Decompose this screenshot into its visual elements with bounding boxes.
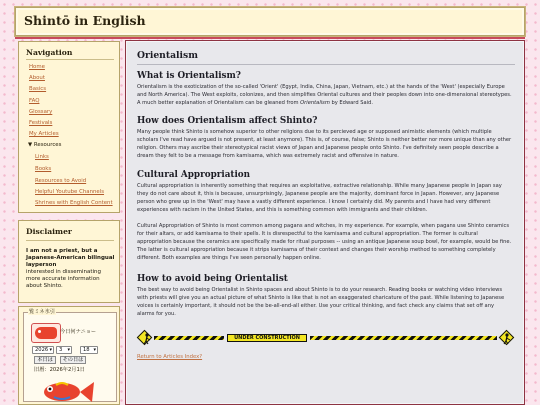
nav-group-resources[interactable] [28, 142, 61, 148]
nav-link-my-articles[interactable]: My Articles [29, 131, 59, 137]
nav-link-resources-to-avoid[interactable]: Resources to Avoid [35, 178, 87, 184]
navigation-divider [26, 59, 114, 60]
page-title: Orientalism [137, 50, 198, 61]
calendar-caption: 今日何ナニョー [60, 329, 97, 335]
heading-how-to-avoid: How to avoid being Orientalist [137, 274, 288, 284]
nav-link-books[interactable]: Books [35, 166, 52, 172]
return-to-articles-link[interactable]: Return to Articles Index? [137, 354, 203, 360]
site-header [15, 7, 525, 36]
title-divider [137, 64, 515, 65]
fish-eye-icon [38, 330, 41, 333]
hazard-stripes-left [154, 336, 224, 340]
fish-stamp-icon [31, 323, 61, 343]
book-title: Orientalism [300, 100, 330, 107]
header-divider [15, 37, 525, 39]
hazard-stripes-right [310, 336, 497, 340]
heading-what-is-orientalism: What is Orientalism? [137, 71, 241, 81]
main-content [125, 40, 525, 405]
nav-link-home[interactable]: Home [29, 64, 45, 70]
under-construction-banner [137, 331, 515, 345]
calendar-panel [18, 306, 120, 405]
construction-worker-icon [500, 332, 514, 345]
nav-link-links[interactable]: Links [35, 154, 49, 160]
nav-link-basics[interactable]: Basics [29, 86, 47, 92]
paragraph-appropriation-examples: Cultural Appropriation of Shinto is most common among pagans and witches, in my experience. For example, when pagans use Shinto ceramics for their altars, or add kamisama to their spells. It is disrespectful to the kamisama and cultural appropriation. The former is cultural appropriation because the ceramics are specifically made for ritual purposes -- using an antique Japanese soup bowl, for example, would be fine. The latter is cultural appropriation because it strips kamisama of their context and changes their worship method to something completely different. Both examples are things I've seen personally happen online. [137, 223, 512, 262]
calendar-date-line: 旧暦：2026年2月1日 [34, 367, 85, 373]
koi-fish-icon [36, 377, 96, 403]
disclaimer-divider [26, 240, 114, 241]
disclaimer-text: interested in disseminating more accurate information about Shinto. [26, 269, 102, 289]
paragraph-text: Orientalism is the exoticization of the so-called 'Orient' (Egypt, India, China, Japan, Vietnam, etc.) at the hands of the 'West' (especially Europe and North America). The West exploits, colonizes, and then simplifies Oriental cultures and their peoples down into one-dimensional stereotypes. A much better explanation of Orientalism can be gleaned from [137, 84, 512, 107]
nav-link-festivals[interactable]: Festivals [29, 120, 53, 126]
nav-link-youtube-channels[interactable]: Helpful Youtube Channels [35, 189, 105, 195]
disclaimer-panel [18, 220, 120, 303]
disclaimer-bold-text: I am not a priest, but a Japanese-American bilingual layperson [26, 248, 115, 268]
construction-worker-icon [140, 332, 154, 345]
heading-affect-shinto: How does Orientalism affect Shinto? [137, 116, 318, 126]
under-construction-label: UNDER CONSTRUCTION [227, 334, 307, 342]
triangle-down-icon: ▼ [28, 142, 33, 148]
calendar-legend: 覧ミネ氷引 [29, 309, 55, 315]
calendar-widget [23, 309, 117, 402]
nav-link-shrines-english[interactable]: Shrines with English Content [35, 200, 113, 206]
paragraph-what-is-orientalism [137, 83, 513, 107]
fish-icon [35, 327, 57, 339]
nav-link-about[interactable]: About [29, 75, 45, 81]
calendar-year-select[interactable]: 2026 ▾ [32, 346, 54, 354]
paragraph-how-to-avoid: The best way to avoid being Orientalist in Shinto spaces and about Shinto is to do your research. Reading books or watching video interviews with priests will give you an actual picture of what Shinto is like that is not an exaggerated charicature of the past. While listening to Japanese voices is certainly important, it should not be the be-all-end-all either. Use your critical thinking, and fact check any claims that set off any alarms for you. [137, 287, 505, 318]
paragraph-affect-shinto: Many people think Shinto is somehow superior to other religions due to its percieved age or supposed animistic elements (which multiple scholars I've read have argued is not present, at least anymore). This is, of course, false; Shinto is neither better nor more unique than any other religion. Others may ascribe their stereotypical racist views of Japan and Japanese people onto Shinto. I've definitely seen people describe a dream they felt to be a message from kamisama, which was extremely racist and offensive in nature. [137, 129, 512, 160]
calendar-other-day-button[interactable]: その日は [60, 356, 86, 364]
nav-group-label: Resources [33, 142, 62, 148]
paragraph-cultural-appropriation: Cultural appropriation is inherently something that requires an exploitative, extractive relationship. While many Japanese people in Japan say they do not care about it, this is because, unsurprisingly, Japanese people are the majority, dominant force in Japan. However, any Japanese person who grew up in the 'West' may have a vastly different experience. I know I certainly did. My parents and I have had very different experiences with racism in the United States, and this is something common with immigrants and their children. [137, 183, 502, 214]
paragraph-text: by Edward Said. [329, 100, 373, 107]
navigation-title: Navigation [26, 48, 73, 57]
navigation-panel [18, 41, 120, 213]
site-title: Shintō in English [24, 13, 146, 28]
calendar-today-button[interactable]: 本日は [34, 356, 56, 364]
calendar-month-select[interactable]: 3 ▾ [56, 346, 72, 354]
heading-cultural-appropriation: Cultural Appropriation [137, 170, 251, 180]
calendar-day-select[interactable]: 18 ▾ [80, 346, 98, 354]
disclaimer-title: Disclaimer [26, 227, 72, 236]
nav-link-faq[interactable]: FAQ [29, 98, 40, 104]
nav-link-glossary[interactable]: Glossary [29, 109, 53, 115]
